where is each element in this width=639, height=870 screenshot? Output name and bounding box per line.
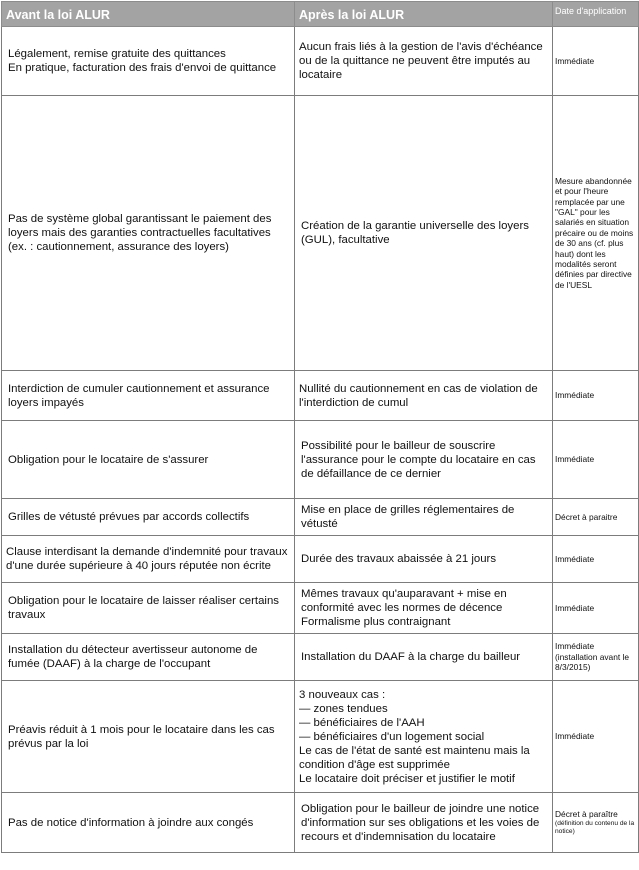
cell-after: Installation du DAAF à la charge du bailleur xyxy=(295,634,553,681)
header-before: Avant la loi ALUR xyxy=(2,2,295,27)
cell-before: Grilles de vétusté prévues par accords collectifs xyxy=(2,499,295,536)
cell-before: Légalement, remise gratuite des quittances En pratique, facturation des frais d'envoi de quittance xyxy=(2,27,295,96)
cell-before: Pas de système global garantissant le paiement des loyers mais des garanties contractuelles facultatives (ex. : cautionnement, assurance des loyers) xyxy=(2,96,295,371)
cell-before: Pas de notice d'information à joindre aux congés xyxy=(2,793,295,853)
cell-before: Interdiction de cumuler cautionnement et assurance loyers impayés xyxy=(2,371,295,421)
cell-after: Mise en place de grilles réglementaires de vétusté xyxy=(295,499,553,536)
cell-date: Décret à paraitre xyxy=(553,499,639,536)
cell-date-note: (définition du contenu de la notice) xyxy=(555,819,635,835)
table-row xyxy=(2,499,639,536)
cell-after: Durée des travaux abaissée à 21 jours xyxy=(295,536,553,583)
alur-comparison-table xyxy=(1,1,639,853)
cell-date: Immédiate xyxy=(553,583,639,634)
table-row xyxy=(2,681,639,793)
cell-date: Immédiate xyxy=(553,421,639,499)
header-after: Après la loi ALUR xyxy=(295,2,553,27)
cell-after: Obligation pour le bailleur de joindre une notice d'information sur ses obligations et les voies de recours et d'indemnisation du locataire xyxy=(295,793,553,853)
cell-after: 3 nouveaux cas : — zones tendues — bénéficiaires de l'AAH — bénéficiaires d'un logement social Le cas de l'état de santé est maintenu mais la condition d'âge est supprimée Le locataire doit préciser et justifier le motif xyxy=(295,681,553,793)
cell-after: Création de la garantie universelle des loyers (GUL), facultative xyxy=(295,96,553,371)
cell-after: Mêmes travaux qu'auparavant + mise en conformité avec les normes de décence Formalisme plus contraignant xyxy=(295,583,553,634)
cell-before: Clause interdisant la demande d'indemnité pour travaux d'une durée supérieure à 40 jours réputée non écrite xyxy=(2,536,295,583)
cell-before: Préavis réduit à 1 mois pour le locataire dans les cas prévus par la loi xyxy=(2,681,295,793)
cell-date: Décret à paraître xyxy=(555,809,618,820)
cell-date: Immédiate xyxy=(553,371,639,421)
header-row xyxy=(2,2,639,27)
cell-after: Aucun frais liés à la gestion de l'avis d'échéance ou de la quittance ne peuvent être imputés au locataire xyxy=(295,27,553,96)
table-row xyxy=(2,536,639,583)
cell-after: Nullité du cautionnement en cas de violation de l'interdiction de cumul xyxy=(295,371,553,421)
table-row xyxy=(2,634,639,681)
table-row xyxy=(2,27,639,96)
cell-date: Immédiate xyxy=(553,536,639,583)
header-date: Date d'application xyxy=(553,2,639,27)
cell-before: Obligation pour le locataire de laisser réaliser certains travaux xyxy=(2,583,295,634)
cell-after: Possibilité pour le bailleur de souscrire l'assurance pour le compte du locataire en cas de défaillance de ce dernier xyxy=(295,421,553,499)
cell-date: Immédiate xyxy=(553,27,639,96)
cell-date: Immédiate xyxy=(553,681,639,793)
table-row xyxy=(2,793,639,853)
cell-date: Mesure abandonnée et pour l'heure remplacée par une "GAL" pour les salariés en situation précaire ou de moins de 30 ans (cf. plus haut) dont les modalités seront définies par directive de l'UESL xyxy=(553,96,639,371)
table-row xyxy=(2,371,639,421)
cell-date: Immédiate (installation avant le 8/3/2015) xyxy=(553,634,639,681)
table-row xyxy=(2,96,639,371)
cell-before: Installation du détecteur avertisseur autonome de fumée (DAAF) à la charge de l'occupant xyxy=(2,634,295,681)
cell-before: Obligation pour le locataire de s'assurer xyxy=(2,421,295,499)
table-row xyxy=(2,421,639,499)
table-row xyxy=(2,583,639,634)
cell-date-block xyxy=(553,793,639,853)
